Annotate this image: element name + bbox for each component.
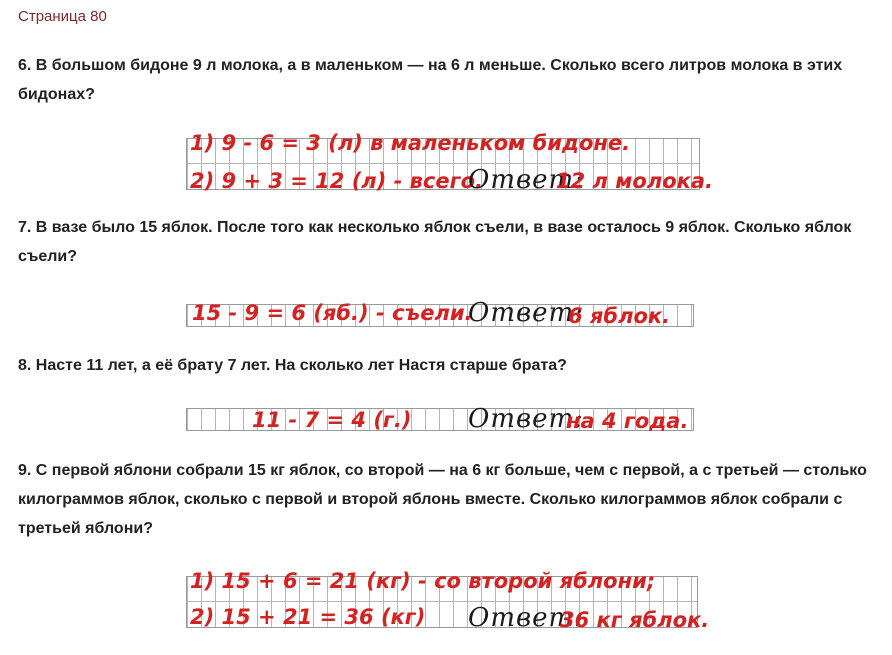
task-7-answer: 6 яблок. <box>568 304 671 328</box>
task-6-text: 6. В большом бидоне 9 л молока, а в маленьком — на 6 л меньше. Сколько всего литров молока в этих бидонах? <box>18 57 843 103</box>
task-7-line-1: 15 - 9 = 6 (яб.) - съели. <box>192 301 473 325</box>
task-7-answer-label: Ответ: <box>468 298 584 328</box>
task-8-answer-label: Ответ: <box>468 404 584 434</box>
task-7-text: 7. В вазе было 15 яблок. После того как несколько яблок съели, в вазе осталось 9 яблок. Сколько яблок съели? <box>18 219 852 265</box>
page-title: Страница 80 <box>18 8 107 25</box>
task-8-line-1: 11 - 7 = 4 (г.) <box>252 408 412 432</box>
task-6-answer-label: Ответ: <box>468 165 584 195</box>
task-8-answer: на 4 года. <box>566 409 689 433</box>
task-6-answer: 12 л молока. <box>556 169 714 193</box>
task-9-text: 9. С первой яблони собрали 15 кг яблок, со второй — на 6 кг больше, чем с первой, а с третьей — столько килограммов яблок, сколько с первой и второй яблонь вместе. Сколько килограммов яблок собрали с третьей яблони? <box>18 462 867 537</box>
task-8-text: 8. Насте 11 лет, а её брату 7 лет. На сколько лет Настя старше брата? <box>18 357 567 374</box>
task-9-line-1: 1) 15 + 6 = 21 (кг) - со второй яблони; <box>190 569 656 593</box>
task-9-answer: 36 кг яблок. <box>560 608 710 632</box>
task-9-line-2: 2) 15 + 21 = 36 (кг) <box>190 605 426 629</box>
task-6-line-2: 2) 9 + 3 = 12 (л) - всего. <box>190 169 483 193</box>
task-6-line-1: 1) 9 - 6 = 3 (л) в маленьком бидоне. <box>190 131 631 155</box>
task-9-answer-label: Ответ: <box>468 603 584 633</box>
